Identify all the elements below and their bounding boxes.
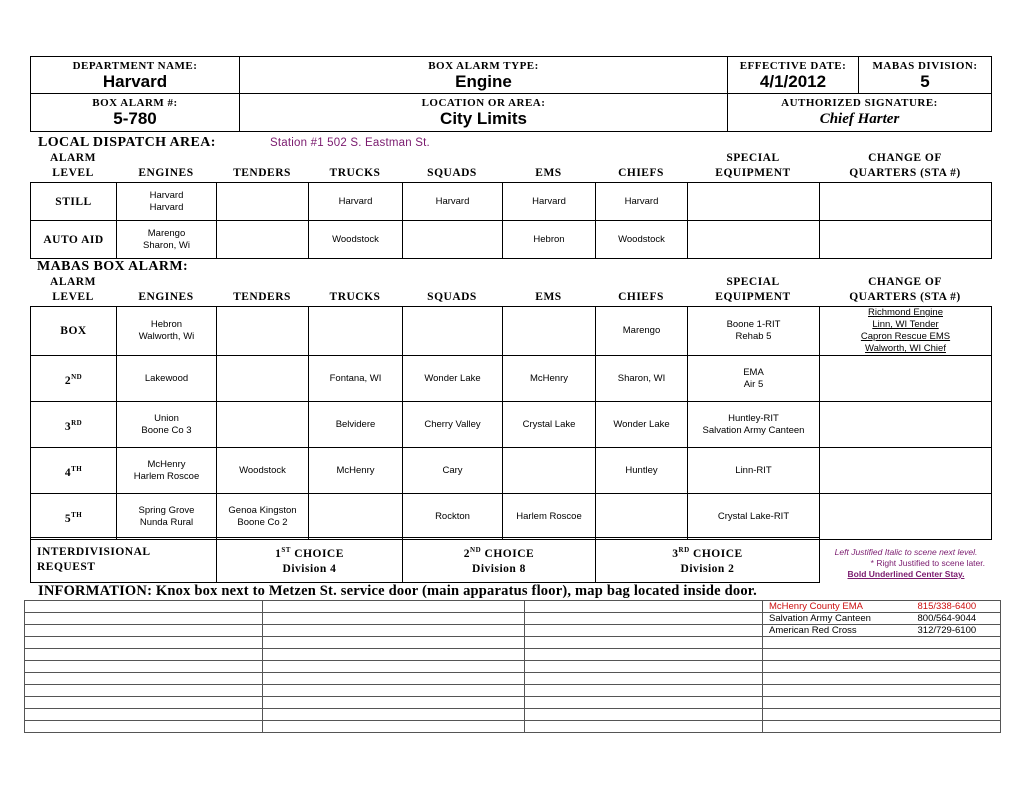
chiefs-cell-line: Huntley: [625, 464, 658, 476]
choice-division: Division 4: [282, 562, 337, 575]
ems-cell: [503, 402, 596, 448]
mabas-division-value: 5: [920, 72, 930, 91]
info-cell: [525, 721, 763, 733]
info-cell: [25, 649, 263, 661]
contact-phone-cell: [918, 685, 1001, 697]
interdivisional-table: [30, 537, 820, 583]
box-alarm-type-label: BOX ALARM TYPE:: [428, 60, 539, 72]
trucks-cell: [309, 494, 403, 540]
info-cell: [525, 697, 763, 709]
ems-cell-line: Harvard: [532, 195, 566, 207]
choice-word: CHOICE: [294, 547, 344, 560]
interdivisional-label: INTERDIVISIONAL: [37, 546, 151, 558]
special-equipment-cell: [688, 356, 820, 402]
change-of-quarters-cell: [820, 494, 992, 540]
change-of-quarters-cell-line: Linn, WI Tender: [872, 319, 939, 330]
info-cell: [263, 625, 525, 637]
trucks-cell-line: McHenry: [336, 464, 375, 476]
info-cell: [263, 637, 525, 649]
trucks-cell-line: Harvard: [338, 195, 373, 207]
col-engines-header: ENGINES: [138, 291, 194, 303]
info-cell: [525, 613, 763, 625]
special-equipment-cell: [688, 221, 820, 259]
ems-cell-line: Harlem Roscoe: [516, 510, 582, 522]
local-dispatch-title: LOCAL DISPATCH AREA:: [38, 135, 216, 150]
engines-cell-line: Hebron: [150, 319, 183, 330]
chiefs-cell-line: Harvard: [624, 195, 659, 207]
col-level-label: LEVEL: [52, 291, 94, 303]
engines-cell: [117, 402, 217, 448]
ems-cell: [503, 356, 596, 402]
squads-cell: [403, 307, 503, 356]
info-cell: [25, 625, 263, 637]
alarm-level-row: [31, 402, 992, 448]
alarm-level-suffix: ND: [71, 372, 83, 381]
contact-name-cell: [763, 697, 918, 709]
mabas-division-label: MABAS DIVISION:: [872, 60, 978, 72]
col-change-label: CHANGE OF: [868, 152, 942, 164]
squads-cell-line: Rockton: [435, 510, 470, 522]
alarm-level-suffix: RD: [71, 418, 83, 427]
box-alarm-type-value: Engine: [455, 72, 512, 91]
special-equipment-cell: [688, 183, 820, 221]
alarm-level-label: 4: [64, 466, 72, 479]
info-cell: [25, 637, 263, 649]
ems-cell: [503, 448, 596, 494]
info-cell: [263, 661, 525, 673]
contact-phone-cell: [918, 649, 1001, 661]
box-alarm-number-cell: [31, 94, 240, 132]
local-column-headers: [30, 151, 991, 183]
contact-phone-cell: 800/564-9044: [918, 613, 1001, 625]
special-equipment-cell-line: Rehab 5: [735, 331, 772, 342]
engines-cell-line: Harvard: [149, 189, 184, 201]
contact-name-cell: [763, 661, 918, 673]
tenders-cell-line: Genoa Kingston: [228, 504, 297, 516]
alarm-level-row: [31, 448, 992, 494]
mabas-column-headers: [30, 275, 991, 307]
engines-cell: [117, 448, 217, 494]
info-row: [25, 685, 1001, 697]
change-of-quarters-cell-line: Richmond Engine: [868, 307, 943, 318]
alarm-level-row: [31, 183, 992, 221]
trucks-cell: [309, 183, 403, 221]
chiefs-cell-line: Marengo: [622, 325, 661, 336]
engines-cell: [117, 183, 217, 221]
info-cell: [25, 709, 263, 721]
col-quarters-label: QUARTERS (STA #): [849, 167, 961, 179]
engines-cell-line: McHenry: [147, 458, 186, 470]
info-cell: [263, 649, 525, 661]
info-cell: [263, 685, 525, 697]
squads-cell: [403, 356, 503, 402]
box-alarm-number-value: 5-780: [113, 109, 157, 128]
contact-name-cell: Salvation Army Canteen: [763, 613, 918, 625]
legend-bold-note: Bold Underlined Center Stay.: [847, 569, 965, 579]
choice-cell: [596, 538, 820, 583]
interdivisional-label-cell: [31, 538, 217, 583]
choice-number: 1: [275, 547, 282, 560]
trucks-cell: [309, 448, 403, 494]
chiefs-cell: [596, 448, 688, 494]
mabas-division-cell: [859, 57, 992, 94]
special-equipment-cell: [688, 448, 820, 494]
chiefs-cell: [596, 183, 688, 221]
info-cell: [263, 613, 525, 625]
trucks-cell-line: Woodstock: [332, 233, 379, 245]
contact-name-cell: American Red Cross: [763, 625, 918, 637]
col-ems-header: EMS: [535, 291, 562, 303]
info-cell: [25, 661, 263, 673]
choice-suffix: RD: [678, 546, 690, 555]
special-equipment-cell-line: Air 5: [743, 378, 764, 390]
info-cell: [525, 625, 763, 637]
alarm-level-cell: [31, 402, 117, 448]
ems-cell: [503, 221, 596, 259]
ems-cell-line: McHenry: [529, 372, 568, 384]
info-row: [25, 625, 1001, 637]
signature-cell: [728, 94, 992, 132]
alarm-level-row: [31, 221, 992, 259]
alarm-level-cell: [31, 494, 117, 540]
info-row: [25, 721, 1001, 733]
trucks-cell-line: Belvidere: [335, 418, 376, 430]
contact-phone-cell: [918, 637, 1001, 649]
change-of-quarters-cell: [820, 448, 992, 494]
box-alarm-type-cell: [240, 57, 728, 94]
col-special-label: SPECIAL: [726, 152, 780, 164]
header-table: [30, 56, 992, 132]
engines-cell-line: Nunda Rural: [139, 516, 194, 528]
change-of-quarters-cell: [820, 356, 992, 402]
col-level-label: LEVEL: [52, 167, 94, 179]
engines-cell: [117, 221, 217, 259]
contact-phone-cell: [918, 709, 1001, 721]
squads-cell: [403, 494, 503, 540]
change-of-quarters-cell: [820, 402, 992, 448]
squads-cell-line: Cary: [442, 464, 463, 476]
contact-phone-cell: [918, 673, 1001, 685]
location-label: LOCATION OR AREA:: [421, 97, 546, 109]
trucks-cell: [309, 307, 403, 356]
engines-cell: [117, 307, 217, 356]
alarm-level-row: [31, 494, 992, 540]
change-of-quarters-cell: [820, 221, 992, 259]
special-equipment-cell-line: Salvation Army Canteen: [702, 424, 805, 436]
info-cell: [525, 685, 763, 697]
alarm-level-label: AUTO AID: [43, 233, 104, 246]
info-cell: [263, 721, 525, 733]
alarm-level-cell: [31, 307, 117, 356]
col-tenders-header: TENDERS: [233, 291, 291, 303]
change-of-quarters-cell: [820, 183, 992, 221]
squads-cell: [403, 402, 503, 448]
change-of-quarters-cell-line: Walworth, WI Chief: [865, 343, 946, 354]
engines-cell-line: Lakewood: [144, 372, 189, 384]
special-equipment-cell-line: Huntley-RIT: [728, 412, 779, 424]
legend-notes: [821, 547, 991, 580]
choice-number: 3: [672, 547, 679, 560]
contact-name-cell: McHenry County EMA: [763, 601, 918, 613]
squads-cell-line: Cherry Valley: [424, 418, 481, 430]
contact-name-cell: [763, 637, 918, 649]
choice-division: Division 2: [680, 562, 735, 575]
alarm-level-cell: [31, 448, 117, 494]
chiefs-cell: [596, 494, 688, 540]
trucks-cell: [309, 356, 403, 402]
change-of-quarters-cell-line: Capron Rescue EMS: [860, 331, 951, 342]
squads-cell-line: Wonder Lake: [424, 372, 481, 384]
special-equipment-cell: [688, 494, 820, 540]
box-alarm-number-label: BOX ALARM #:: [92, 97, 178, 109]
ems-cell: [503, 494, 596, 540]
ems-cell: [503, 183, 596, 221]
contact-phone-cell: [918, 697, 1001, 709]
squads-cell: [403, 221, 503, 259]
info-cell: [525, 709, 763, 721]
chiefs-cell-line: Wonder Lake: [613, 418, 670, 430]
squads-cell: [403, 448, 503, 494]
choice-division: Division 8: [472, 562, 526, 575]
info-cell: [525, 673, 763, 685]
engines-cell-line: Marengo: [147, 227, 186, 239]
alarm-level-cell: [31, 183, 117, 221]
contact-name-cell: [763, 673, 918, 685]
trucks-cell: [309, 221, 403, 259]
effective-date-cell: [728, 57, 859, 94]
alarm-level-suffix: TH: [71, 464, 83, 473]
location-cell: [240, 94, 728, 132]
information-line: INFORMATION: Knox box next to Metzen St. service door (main apparatus floor), map bag located inside door.: [38, 583, 757, 599]
col-quarters-label: QUARTERS (STA #): [849, 291, 961, 303]
col-engines-header: ENGINES: [138, 167, 194, 179]
contact-name-cell: [763, 721, 918, 733]
chiefs-cell: [596, 307, 688, 356]
col-equipment-label: EQUIPMENT: [715, 167, 791, 179]
tenders-cell: [217, 221, 309, 259]
alarm-level-cell: [31, 221, 117, 259]
signature-value: Chief Harter: [819, 111, 900, 127]
ems-cell: [503, 307, 596, 356]
effective-date-value: 4/1/2012: [759, 72, 827, 91]
info-cell: [25, 601, 263, 613]
col-ems-header: EMS: [535, 167, 562, 179]
info-cell: [25, 685, 263, 697]
contacts-table: [24, 600, 1001, 733]
col-squads-header: SQUADS: [427, 167, 477, 179]
alarm-level-suffix: TH: [71, 510, 83, 519]
alarm-level-cell: [31, 356, 117, 402]
alarm-level-label: 3: [64, 420, 72, 433]
engines-cell-line: Harvard: [149, 201, 184, 213]
location-value: City Limits: [440, 109, 527, 128]
col-trucks-header: TRUCKS: [329, 291, 381, 303]
col-equipment-label: EQUIPMENT: [715, 291, 791, 303]
info-cell: [525, 649, 763, 661]
tenders-cell-line: Woodstock: [239, 464, 286, 476]
alarm-level-label: 2: [64, 374, 72, 387]
info-row: [25, 709, 1001, 721]
alarm-level-row: [31, 307, 992, 356]
info-cell: [263, 709, 525, 721]
tenders-cell: [217, 448, 309, 494]
department-cell: [31, 57, 240, 94]
info-row: [25, 673, 1001, 685]
special-equipment-cell: [688, 307, 820, 356]
chiefs-cell: [596, 356, 688, 402]
info-row: [25, 661, 1001, 673]
ems-cell-line: Crystal Lake: [522, 418, 576, 430]
col-trucks-header: TRUCKS: [329, 167, 381, 179]
choice-suffix: ND: [470, 546, 482, 555]
chiefs-cell-line: Woodstock: [618, 233, 665, 245]
alarm-level-label: STILL: [55, 195, 92, 208]
info-row: [25, 649, 1001, 661]
special-equipment-cell-line: Boone 1-RIT: [726, 319, 781, 330]
choice-cell: [217, 538, 403, 583]
info-cell: [263, 673, 525, 685]
choice-number: 2: [463, 547, 471, 560]
effective-date-label: EFFECTIVE DATE:: [739, 60, 847, 72]
col-change-label: CHANGE OF: [868, 276, 942, 288]
col-alarm-label: ALARM: [50, 276, 96, 288]
alarm-level-row: [31, 356, 992, 402]
info-cell: [263, 697, 525, 709]
info-cell: [263, 601, 525, 613]
legend-italic-note: Left Justified Italic to scene next level.: [834, 547, 978, 557]
special-equipment-cell: [688, 402, 820, 448]
chiefs-cell: [596, 221, 688, 259]
contact-name-cell: [763, 685, 918, 697]
engines-cell-line: Spring Grove: [138, 504, 195, 516]
department-value: Harvard: [102, 72, 168, 91]
col-chiefs-header: CHIEFS: [618, 291, 664, 303]
contact-phone-cell: [918, 721, 1001, 733]
contact-name-cell: [763, 649, 918, 661]
chiefs-cell-line: Sharon, WI: [617, 372, 666, 384]
choice-suffix: ST: [281, 546, 291, 555]
tenders-cell-line: Boone Co 2: [237, 516, 288, 528]
legend-right-note: * Right Justified to scene later.: [870, 558, 985, 568]
ems-cell-line: Hebron: [533, 233, 565, 245]
info-row: [25, 697, 1001, 709]
trucks-cell-line: Fontana, WI: [329, 372, 382, 384]
tenders-cell: [217, 183, 309, 221]
change-of-quarters-cell: [820, 307, 992, 356]
col-special-label: SPECIAL: [726, 276, 780, 288]
info-cell: [25, 697, 263, 709]
engines-cell-line: Sharon, Wi: [143, 239, 190, 251]
squads-cell-line: Harvard: [435, 195, 470, 207]
local-dispatch-table: [30, 182, 992, 259]
department-label: DEPARTMENT NAME:: [72, 60, 198, 72]
info-cell: [525, 661, 763, 673]
tenders-cell: [217, 402, 309, 448]
choice-cell: [403, 538, 596, 583]
choice-word: CHOICE: [484, 547, 535, 560]
info-cell: [25, 673, 263, 685]
info-cell: [525, 601, 763, 613]
info-cell: [525, 637, 763, 649]
contact-phone-cell: 815/338-6400: [918, 601, 1001, 613]
choice-word: CHOICE: [693, 547, 743, 560]
special-equipment-cell-line: Linn-RIT: [735, 464, 772, 476]
col-alarm-label: ALARM: [50, 152, 96, 164]
engines-cell-line: Harlem Roscoe: [133, 470, 200, 482]
signature-label: AUTHORIZED SIGNATURE:: [781, 97, 938, 109]
info-row: [25, 637, 1001, 649]
contact-phone-cell: [918, 661, 1001, 673]
tenders-cell: [217, 307, 309, 356]
contact-phone-cell: 312/729-6100: [918, 625, 1001, 637]
trucks-cell: [309, 402, 403, 448]
mabas-table: [30, 306, 992, 540]
col-squads-header: SQUADS: [427, 291, 477, 303]
tenders-cell: [217, 356, 309, 402]
chiefs-cell: [596, 402, 688, 448]
request-label: REQUEST: [37, 561, 96, 573]
engines-cell-line: Boone Co 3: [141, 424, 192, 436]
info-row: [25, 613, 1001, 625]
squads-cell: [403, 183, 503, 221]
station-address: Station #1 502 S. Eastman St.: [270, 137, 430, 149]
alarm-level-label: BOX: [60, 325, 87, 337]
info-cell: [25, 613, 263, 625]
col-tenders-header: TENDERS: [233, 167, 291, 179]
info-cell: [25, 721, 263, 733]
alarm-level-label: 5: [64, 512, 72, 525]
col-chiefs-header: CHIEFS: [618, 167, 664, 179]
engines-cell: [117, 356, 217, 402]
tenders-cell: [217, 494, 309, 540]
engines-cell: [117, 494, 217, 540]
info-row: [25, 601, 1001, 613]
special-equipment-cell-line: EMA: [743, 366, 764, 378]
mabas-title: MABAS BOX ALARM:: [37, 259, 189, 274]
engines-cell-line: Walworth, Wi: [138, 331, 195, 342]
special-equipment-cell-line: Crystal Lake-RIT: [717, 510, 790, 522]
engines-cell-line: Union: [154, 412, 179, 424]
contact-name-cell: [763, 709, 918, 721]
